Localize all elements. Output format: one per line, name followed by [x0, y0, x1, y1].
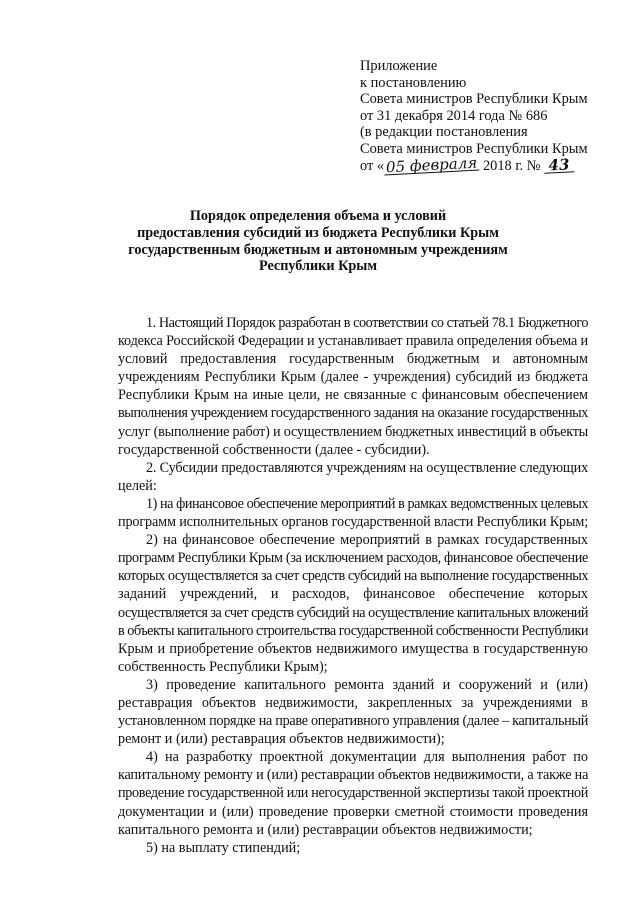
- appendix-date-line: [360, 153, 630, 176]
- title-line: предоставления субсидий из бюджета Республики Крым: [137, 224, 499, 241]
- appendix-line: Приложение: [360, 58, 438, 74]
- body-line: Республики Крым на иные цели, не связанные с финансовым обеспечением: [118, 387, 588, 404]
- body-line: государственной собственности (далее - субсидии).: [118, 441, 430, 458]
- body-line: программ исполнительных органов государственной власти Республики Крым;: [118, 514, 588, 531]
- body-line: программ Республики Крым (за исключением расходов, финансовое обеспечение: [118, 550, 588, 567]
- body-line: учреждениям Республики Крым (далее - учреждения) субсидий из бюджета: [118, 369, 588, 386]
- appendix-header: [360, 58, 630, 174]
- document-body: [118, 314, 588, 857]
- body-line: капитальному ремонту и (или) реставрации объектов недвижимости, а также на: [118, 767, 589, 784]
- date-prefix: от «: [360, 157, 385, 174]
- title-line: Порядок определения объема и условий: [189, 208, 447, 224]
- body-line: 1) на финансовое обеспечение мероприятий в рамках ведомственных целевых: [146, 495, 588, 512]
- body-line: реставрация объектов недвижимости, закрепленных за учреждениями в: [118, 694, 588, 711]
- body-line: 3) проведение капитального ремонта зданий и сооружений и (или): [146, 676, 588, 693]
- handwritten-date: 05 февраля: [385, 153, 478, 176]
- body-line: капитального ремонта и (или) реставрации объектов недвижимости;: [118, 821, 533, 838]
- body-line: кодекса Российской Федерации и устанавливает правила определения объема и: [118, 333, 588, 350]
- body-line: 4) на разработку проектной документации для выполнения работ по: [146, 749, 588, 766]
- body-line: условий предоставления государственным бюджетным и автономным: [118, 351, 588, 368]
- title-line: Республики Крым: [258, 258, 378, 275]
- handwritten-number: 43: [544, 157, 575, 174]
- body-line: Крым и приобретение объектов недвижимого имущества в государственную: [118, 640, 588, 657]
- body-line: проведение государственной или негосударственной экспертизы такой проектной: [118, 785, 588, 802]
- body-line: в объекты капитального строительства государственной собственности Республики: [118, 622, 588, 639]
- body-line: собственность Республики Крым);: [118, 658, 328, 675]
- appendix-line: Совета министров Республики Крым: [360, 91, 588, 108]
- appendix-line: к постановлению: [360, 74, 467, 91]
- body-line: 2. Субсидии предоставляются учреждениям на осуществление следующих: [146, 459, 588, 476]
- date-suffix: 2018 г. №: [482, 157, 541, 174]
- body-line: которых осуществляется за счет средств субсидий на выполнение государственных: [118, 568, 588, 585]
- body-line: ремонт и (или) реставрация объектов недвижимости);: [118, 731, 445, 748]
- body-line: услуг (выполнение работ) и осуществлением бюджетных инвестиций в объекты: [118, 423, 588, 440]
- body-line: выполнения учреждением государственного задания на оказание государственных: [118, 405, 588, 422]
- body-line: 2) на финансовое обеспечение мероприятий в рамках государственных: [146, 532, 588, 549]
- title-line: государственным бюджетным и автономным учреждениям: [128, 241, 508, 258]
- body-line: целей:: [118, 477, 157, 494]
- body-line: заданий учреждений, и расходов, финансовое обеспечение которых: [118, 586, 588, 603]
- appendix-line: (в редакции постановления: [360, 124, 528, 141]
- body-line: 1. Настоящий Порядок разработан в соответствии со статьей 78.1 Бюджетного: [146, 315, 588, 331]
- body-line: осуществляется за счет средств субсидий на осуществление капитальных вложений: [118, 604, 588, 621]
- appendix-line: от 31 декабря 2014 года № 686: [360, 107, 548, 124]
- appendix-line: Совета министров Республики Крым: [360, 140, 588, 157]
- body-line: установленном порядке на праве оперативного управления (далее – капитальный: [118, 713, 588, 730]
- body-line: документации и (или) проведение проверки сметной стоимости проведения: [118, 803, 588, 820]
- document-title: [118, 208, 518, 275]
- body-line: 5) на выплату стипендий;: [146, 839, 301, 856]
